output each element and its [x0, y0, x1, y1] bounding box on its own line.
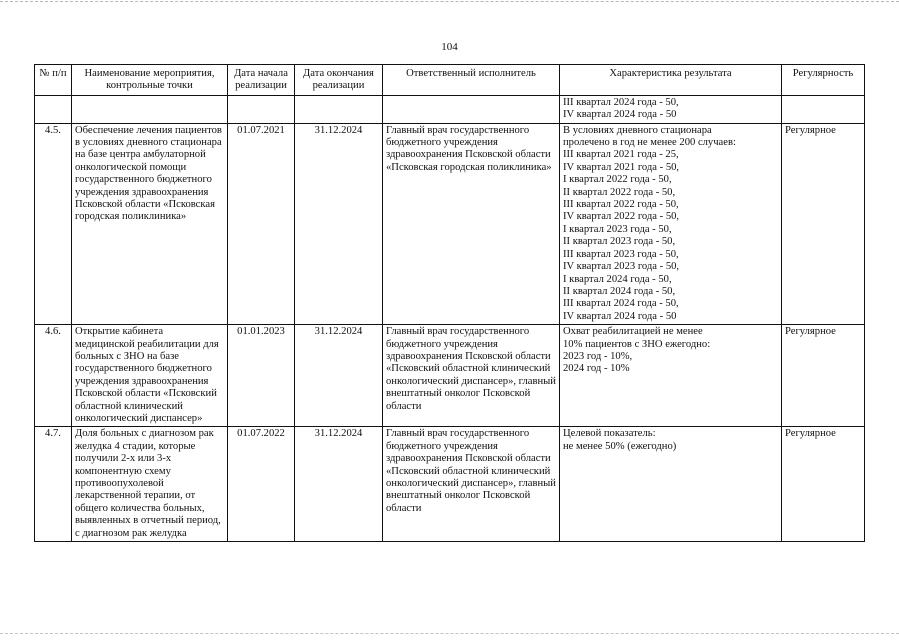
- row-number: 4.5.: [35, 123, 72, 325]
- table-row: [35, 325, 865, 427]
- header-name: Наименование мероприятия, контрольные точки: [72, 65, 228, 96]
- regularity: Регулярное: [782, 325, 865, 427]
- result-cell: Охват реабилитацией не менее 10% пациентов с ЗНО ежегодно: 2023 год - 10%, 2024 год - 10%: [560, 325, 782, 427]
- start-date: 01.07.2022: [228, 427, 295, 542]
- table-row: [35, 427, 865, 542]
- table-header-row: [35, 65, 865, 96]
- table-row: [35, 123, 865, 325]
- measure-name: Обеспечение лечения пациентов в условиях дневного стационара на базе центра амбулаторной онкологической помощи государственного бюджетного учреждения здравоохранения Псковской области «Псковская городская поликлиника»: [72, 123, 228, 325]
- header-responsible: Ответственный исполнитель: [383, 65, 560, 96]
- header-start: Дата начала реализации: [228, 65, 295, 96]
- row-number: 4.6.: [35, 325, 72, 427]
- header-num: № п/п: [35, 65, 72, 96]
- result-cell: Целевой показатель: не менее 50% (ежегодно): [560, 427, 782, 542]
- end-date: 31.12.2024: [295, 325, 383, 427]
- responsible-executor: Главный врач государственного бюджетного учреждения здравоохранения Псковской области «Псковская городская поликлиника»: [383, 123, 560, 325]
- regularity: Регулярное: [782, 427, 865, 542]
- start-date: 01.01.2023: [228, 325, 295, 427]
- measure-name: Доля больных с диагнозом рак желудка 4 стадии, которые получили 2-х или 3-х компонентную схему противоопухолевой лекарственной терапии, от общего количества больных, выявленных в отчетный период, с диагнозом рак желудка: [72, 427, 228, 542]
- result-cell: В условиях дневного стационара пролечено в год не менее 200 случаев: III квартал 2021 года - 25, IV квартал 2021 года - 50, I квартал 2022 года - 50, II квартал 2022 года - 50, III квартал 2022 года - 50, IV квартал 2022 года - 50, I квартал 2023 года - 50, II квартал 2023 года - 50, III квартал 2023 года - 50, IV квартал 2023 года - 50, I квартал 2024 года - 50, II квартал 2024 года - 50, III квартал 2024 года - 50, IV квартал 2024 года - 50: [560, 123, 782, 325]
- end-date: 31.12.2024: [295, 427, 383, 542]
- header-result: Характеристика результата: [560, 65, 782, 96]
- result-cell: III квартал 2024 года - 50, IV квартал 2024 года - 50: [560, 95, 782, 123]
- responsible-executor: Главный врач государственного бюджетного учреждения здравоохранения Псковской области «Псковский областной клинический онкологический диспансер», главный внештатный онколог Псковской области: [383, 427, 560, 542]
- regularity: Регулярное: [782, 123, 865, 325]
- scan-edge-bottom: [0, 633, 899, 636]
- table-row-continuation: [35, 95, 865, 123]
- header-end: Дата окончания реализации: [295, 65, 383, 96]
- start-date: 01.07.2021: [228, 123, 295, 325]
- measures-table: [34, 64, 865, 542]
- responsible-executor: Главный врач государственного бюджетного учреждения здравоохранения Псковской области «Псковский областной клинический онкологический диспансер», главный внештатный онколог Псковской области: [383, 325, 560, 427]
- header-regularity: Регулярность: [782, 65, 865, 96]
- end-date: 31.12.2024: [295, 123, 383, 325]
- scan-edge-top: [0, 1, 899, 4]
- page-number: 104: [441, 41, 458, 53]
- row-number: 4.7.: [35, 427, 72, 542]
- measure-name: Открытие кабинета медицинской реабилитации для больных с ЗНО на базе государственного бюджетного учреждения здравоохранения Псковской области «Псковский областной клинический онкологический диспансер»: [72, 325, 228, 427]
